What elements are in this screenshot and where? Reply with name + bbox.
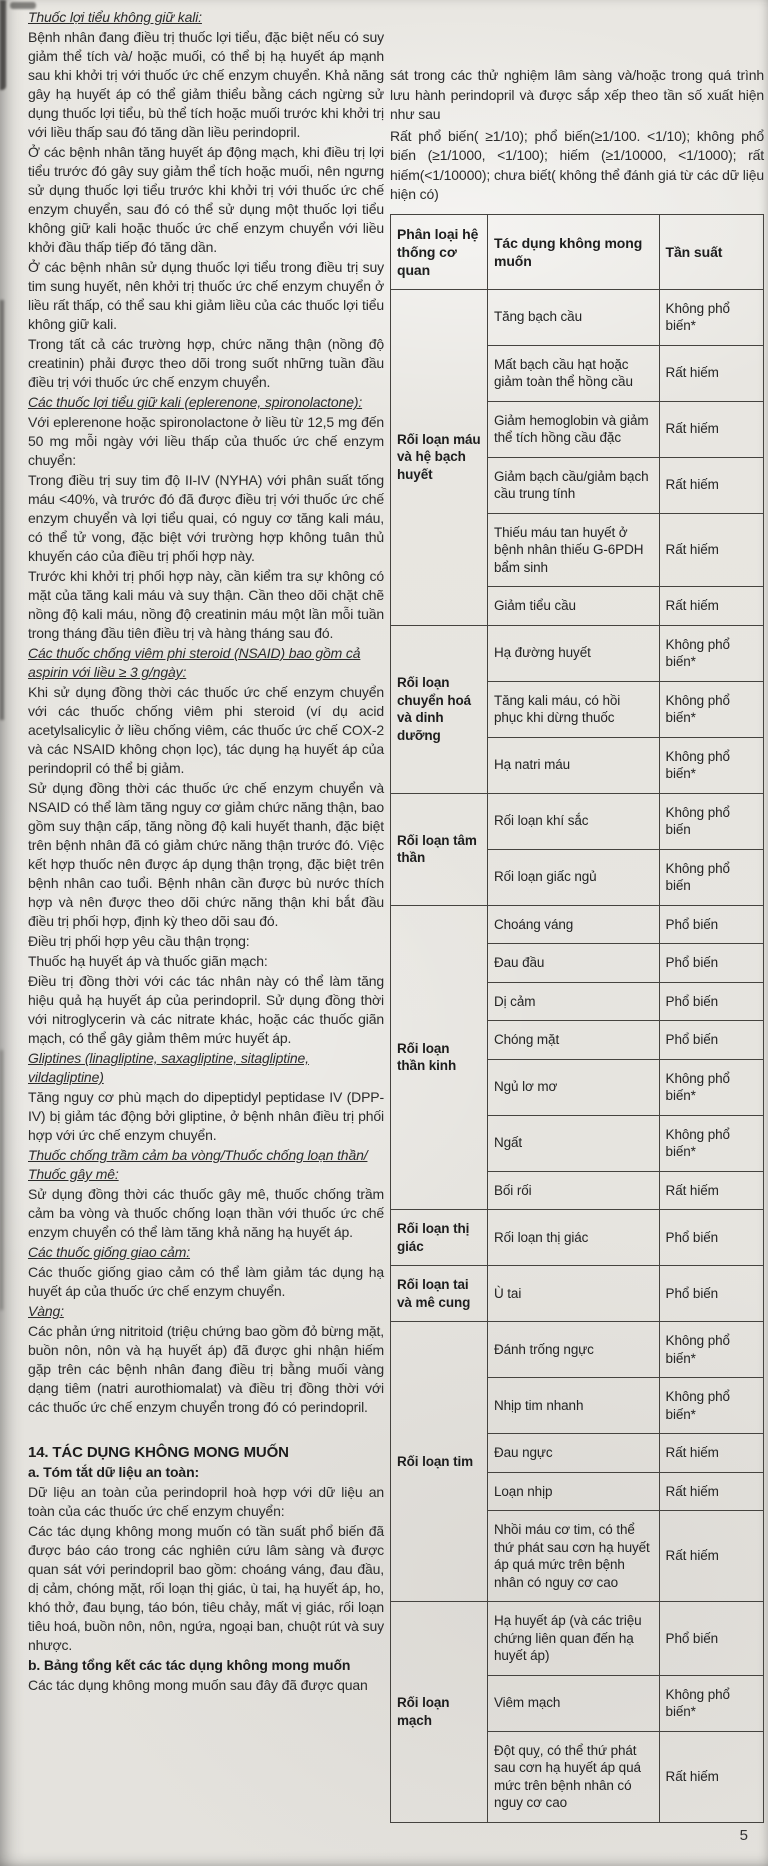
adverse-effects-table — [390, 214, 764, 1823]
paragraph: Các tác dụng không mong muốn sau đây đã được quan — [28, 1677, 368, 1693]
frequency-cell: Phổ biến — [659, 982, 763, 1021]
frequency-cell: Không phổ biến* — [659, 1378, 763, 1434]
frequency-cell: Rất hiếm — [659, 1731, 763, 1822]
effect-cell: Giảm tiểu cầu — [487, 587, 659, 626]
scan-artifact — [0, 300, 4, 720]
paragraph: Tăng nguy cơ phù mạch do dipeptidyl peptidase IV (DPP-IV) bị giảm tác động bởi gliptine, ở bệnh nhân điều trị phối hợp với ức chế enzym chuyển. — [28, 1089, 384, 1143]
effect-cell: Nhịp tim nhanh — [487, 1378, 659, 1434]
table-intro-text: sát trong các thử nghiệm lâm sàng và/hoặc trong quá trình lưu hành perindopril và được sắp xếp theo tần số xuất hiện như sau — [390, 67, 764, 122]
frequency-cell: Phổ biến — [659, 944, 763, 983]
section-heading: Các thuốc chống viêm phi steroid (NSAID) bao gồm cả aspirin với liều ≥ 3 g/ngày: — [28, 645, 361, 680]
frequency-cell: Không phổ biến* — [659, 1059, 763, 1115]
organ-class-cell: Rối loạn mạch — [391, 1602, 488, 1823]
organ-class-cell: Rối loạn máu và hệ bạch huyết — [391, 289, 488, 625]
organ-class-cell: Rối loạn tai và mê cung — [391, 1266, 488, 1322]
paragraph: Điều trị phối hợp yêu cầu thận trọng: — [28, 933, 250, 949]
effect-cell: Đánh trống ngực — [487, 1322, 659, 1378]
frequency-cell: Không phổ biến* — [659, 681, 763, 737]
column-header: Phân loại hệ thống cơ quan — [391, 214, 488, 289]
effect-cell: Ngủ lơ mơ — [487, 1059, 659, 1115]
section-heading: b. Bảng tổng kết các tác dụng không mong muốn — [28, 1657, 351, 1673]
frequency-cell: Rất hiếm — [659, 1472, 763, 1511]
section-heading: Các thuốc lợi tiểu giữ kali (eplerenone, spironolactone): — [28, 394, 363, 410]
table-row — [391, 289, 764, 345]
section-heading: Vàng: — [28, 1303, 64, 1319]
organ-class-cell: Rối loạn chuyển hoá và dinh dưỡng — [391, 625, 488, 793]
table-row — [391, 625, 764, 681]
effect-cell: Hạ natri máu — [487, 737, 659, 793]
effect-cell: Rối loạn thị giác — [487, 1210, 659, 1266]
effect-cell: Giảm bạch cầu/giảm bạch cầu trung tính — [487, 457, 659, 513]
table-row — [391, 1210, 764, 1266]
effect-cell: Rối loạn giấc ngủ — [487, 849, 659, 905]
paragraph: Dữ liệu an toàn của perindopril hoà hợp với dữ liệu an toàn của các thuốc ức chế enzym chuyển: — [28, 1484, 384, 1519]
table-row — [391, 1602, 764, 1676]
effect-cell: Ngất — [487, 1115, 659, 1171]
paragraph: Thuốc hạ huyết áp và thuốc giãn mạch: — [28, 953, 268, 969]
column-header: Tần suất — [659, 214, 763, 289]
effect-cell: Bối rối — [487, 1171, 659, 1210]
scan-artifact — [0, 1050, 3, 1310]
effect-cell: Tăng kali máu, có hồi phục khi dừng thuốc — [487, 681, 659, 737]
paragraph: Khi sử dụng đồng thời các thuốc ức chế enzym chuyển với các thuốc chống viêm phi steroid (ví dụ acid acetylsalicylic ở liều chống viêm, các thuốc ức chế COX-2 và các NSAID không chọn lọc), tác dụng hạ huyết áp của perindopril có thể bị giảm. — [28, 684, 384, 776]
effect-cell: Thiếu máu tan huyết ở bệnh nhân thiếu G-6PDH bẩm sinh — [487, 513, 659, 587]
section-heading: 14. TÁC DỤNG KHÔNG MONG MUỐN — [28, 1444, 289, 1461]
frequency-legend: Rất phổ biến( ≥1/10); phổ biến(≥1/100. <1/10); không phổ biến (≥1/1000, <1/100); hiếm (≥1/10000, <1/1000); rất hiếm(<1/10000); chưa biết( không thể đánh giá từ các dữ liệu hiện có) — [390, 127, 764, 202]
organ-class-cell: Rối loạn tim — [391, 1322, 488, 1602]
frequency-cell: Phổ biến — [659, 1210, 763, 1266]
frequency-cell: Phổ biến — [659, 1266, 763, 1322]
frequency-cell: Rất hiếm — [659, 401, 763, 457]
frequency-cell: Không phổ biến* — [659, 1115, 763, 1171]
section-heading: a. Tóm tắt dữ liệu an toàn: — [28, 1464, 199, 1480]
frequency-cell: Rất hiếm — [659, 1171, 763, 1210]
effect-cell: Giảm hemoglobin và giảm thể tích hồng cầu đặc — [487, 401, 659, 457]
scan-artifact — [0, 0, 6, 90]
effect-cell: Rối loạn khí sắc — [487, 793, 659, 849]
frequency-cell: Rất hiếm — [659, 1434, 763, 1473]
effect-cell: Nhồi máu cơ tim, có thể thứ phát sau cơn hạ huyết áp quá mức trên bệnh nhân có nguy cơ cao — [487, 1511, 659, 1602]
frequency-cell: Không phổ biến* — [659, 737, 763, 793]
frequency-cell: Phổ biến — [659, 1021, 763, 1060]
paragraph: Bệnh nhân đang điều trị thuốc lợi tiểu, đặc biệt nếu có suy giảm thể tích và/ hoặc muối, có thể bị hạ huyết áp mạnh sau khi khởi trị với thuốc ức chế enzym chuyển. Khả năng gây hạ huyết áp có thể giảm thiểu bằng cách ngừng sử dụng thuốc lợi tiểu, bù thể tích hoặc muối trước khi khởi trị với liều thấp sau đó tăng dần liều perindopril. — [28, 29, 384, 140]
paragraph: Các tác dụng không mong muốn có tần suất phổ biến đã được báo cáo trong các nghiên cứu lâm sàng và được quan sát với perindopril bao gồm: choáng váng, đau đầu, dị cảm, chóng mặt, rối loạn thị giác, ù tai, hạ huyết áp, ho, khó thở, đau bụng, táo bón, tiêu chảy, mất vị giác, rối loạn tiêu hoá, buồn nôn, nôn, ngứa, ngoại ban, chuột rút và suy nhược. — [28, 1523, 384, 1653]
frequency-cell: Phổ biến — [659, 905, 763, 944]
organ-class-cell: Rối loạn thần kinh — [391, 905, 488, 1210]
paragraph: Các phản ứng nitritoid (triệu chứng bao gồm đỏ bừng mặt, buồn nôn, nôn và hạ huyết áp) đã được ghi nhận hiếm gặp trên các bệnh nhân đang điều trị bằng muối vàng dạng tiêm (natri aurothiomalat) và điều trị đồng thời với các thuốc ức chế enzym chuyển trong đó có perindopril. — [28, 1323, 384, 1415]
effect-cell: Hạ đường huyết — [487, 625, 659, 681]
effect-cell: Đau đầu — [487, 944, 659, 983]
frequency-cell: Rất hiếm — [659, 513, 763, 587]
frequency-cell: Phổ biến — [659, 1602, 763, 1676]
effect-cell: Ù tai — [487, 1266, 659, 1322]
paragraph: Ở các bệnh nhân sử dụng thuốc lợi tiểu trong điều trị suy tim sung huyết, nên khởi trị thuốc ức chế enzym chuyển ở liều rất thấp, có thể sau khi giảm liều của các thuốc lợi tiểu không giữ kali. — [28, 259, 384, 332]
section-heading: Thuốc chống trầm cảm ba vòng/Thuốc chống loạn thần/ Thuốc gây mê: — [28, 1147, 368, 1182]
frequency-cell: Không phổ biến — [659, 849, 763, 905]
section-heading: Thuốc lợi tiểu không giữ kali: — [28, 9, 202, 25]
left-column — [28, 0, 384, 1696]
frequency-cell: Không phổ biến* — [659, 289, 763, 345]
frequency-cell: Rất hiếm — [659, 457, 763, 513]
page-number: 5 — [739, 1827, 748, 1844]
frequency-cell: Không phổ biến* — [659, 1675, 763, 1731]
paragraph: Với eplerenone hoặc spironolactone ở liều từ 12,5 mg đến 50 mg mỗi ngày với liều thấp của thuốc ức chế enzym chuyển: — [28, 414, 384, 468]
paragraph: Các thuốc giống giao cảm có thể làm giảm tác dụng hạ huyết áp của thuốc ức chế enzym chuyển. — [28, 1264, 384, 1299]
organ-class-cell: Rối loạn thị giác — [391, 1210, 488, 1266]
paragraph: Trong tất cả các trường hợp, chức năng thận (nồng độ creatinin) phải được theo dõi trong suốt những tuần đầu điều trị với thuốc ức chế enzym chuyển. — [28, 336, 384, 390]
effect-cell: Đột quỵ, có thể thứ phát sau cơn hạ huyết áp quá mức trên bệnh nhân có nguy cơ cao — [487, 1731, 659, 1822]
effect-cell: Dị cảm — [487, 982, 659, 1021]
effect-cell: Mất bạch cầu hạt hoặc giảm toàn thể hồng cầu — [487, 345, 659, 401]
section-heading: Các thuốc giống giao cảm: — [28, 1244, 191, 1260]
effect-cell: Choáng váng — [487, 905, 659, 944]
frequency-cell: Rất hiếm — [659, 1511, 763, 1602]
frequency-cell: Không phổ biến* — [659, 1322, 763, 1378]
effect-cell: Đau ngực — [487, 1434, 659, 1473]
table-row — [391, 793, 764, 849]
paragraph: Sử dụng đồng thời các thuốc ức chế enzym chuyển và NSAID có thể làm tăng nguy cơ giảm chức năng thận, bao gồm suy thận cấp, tăng nồng độ kali huyết thanh, đặc biệt trên bệnh nhân đã có giảm chức năng thận trước đó. Việc kết hợp thuốc nên được áp dụng thận trọng, đặc biệt trên bệnh nhân cao tuổi. Bệnh nhân cần được bù nước thích hợp và nên được theo dõi chức năng thận khi bắt đầu điều trị phối hợp, định kỳ theo dõi sau đó. — [28, 780, 384, 929]
table-header-row — [391, 214, 764, 289]
paragraph: Trước khi khởi trị phối hợp này, cần kiểm tra sự không có mặt của tăng kali máu và suy thận. Cần theo dõi chặt chẽ nồng độ kali máu, nồng độ creatinin máu một lần mỗi tuần trong tháng đầu tiên điều trị và hàng tháng sau đó. — [28, 568, 384, 641]
paragraph: Trong điều trị suy tim độ II-IV (NYHA) với phân suất tống máu <40%, và trước đó đã được điều trị với thuốc ức chế enzym chuyển và lợi tiểu quai, có nguy cơ tăng kali máu, có thể tử vong, đặc biệt với trường hợp không tuân thủ khuyến cáo của điều trị phối hợp này. — [28, 472, 384, 564]
paragraph: Sử dụng đồng thời các thuốc gây mê, thuốc chống trầm cảm ba vòng và thuốc chống loạn thần với thuốc ức chế enzym chuyển có thể làm tăng khả năng hạ huyết áp. — [28, 1186, 384, 1240]
effect-cell: Viêm mạch — [487, 1675, 659, 1731]
effect-cell: Tăng bạch cầu — [487, 289, 659, 345]
frequency-cell: Rất hiếm — [659, 345, 763, 401]
organ-class-cell: Rối loạn tâm thần — [391, 793, 488, 905]
column-header: Tác dụng không mong muốn — [487, 214, 659, 289]
effect-cell: Chóng mặt — [487, 1021, 659, 1060]
paragraph: Ở các bệnh nhân tăng huyết áp động mạch, khi điều trị lợi tiểu trước đó gây suy giảm thể tích hoặc muối, nên ngưng sử dụng thuốc lợi tiểu trước khi khởi trị với thuốc ức chế enzym chuyển, sau đó có thể sử dụng một thuốc lợi tiểu không giữ kali hoặc thuốc ức chế enzym chuyển với liều khởi đầu thấp tiếp đó tăng dần. — [28, 144, 384, 255]
effect-cell: Hạ huyết áp (và các triệu chứng liên quan đến hạ huyết áp) — [487, 1602, 659, 1676]
right-column — [390, 0, 764, 1823]
frequency-cell: Không phổ biến* — [659, 625, 763, 681]
effect-cell: Loạn nhịp — [487, 1472, 659, 1511]
table-row — [391, 1266, 764, 1322]
section-heading: Gliptines (linagliptine, saxagliptine, sitagliptine, vildagliptine) — [28, 1050, 309, 1085]
paragraph: Điều trị đồng thời với các tác nhân này có thể làm tăng hiệu quả hạ huyết áp của perindopril. Sử dụng đồng thời với nitroglycerin và các nitrate khác, hoặc các thuốc giãn mạch, có thể gây giảm thêm mức huyết áp. — [28, 973, 384, 1046]
table-row — [391, 905, 764, 944]
frequency-cell: Rất hiếm — [659, 587, 763, 626]
table-row — [391, 1322, 764, 1378]
frequency-cell: Không phổ biến — [659, 793, 763, 849]
